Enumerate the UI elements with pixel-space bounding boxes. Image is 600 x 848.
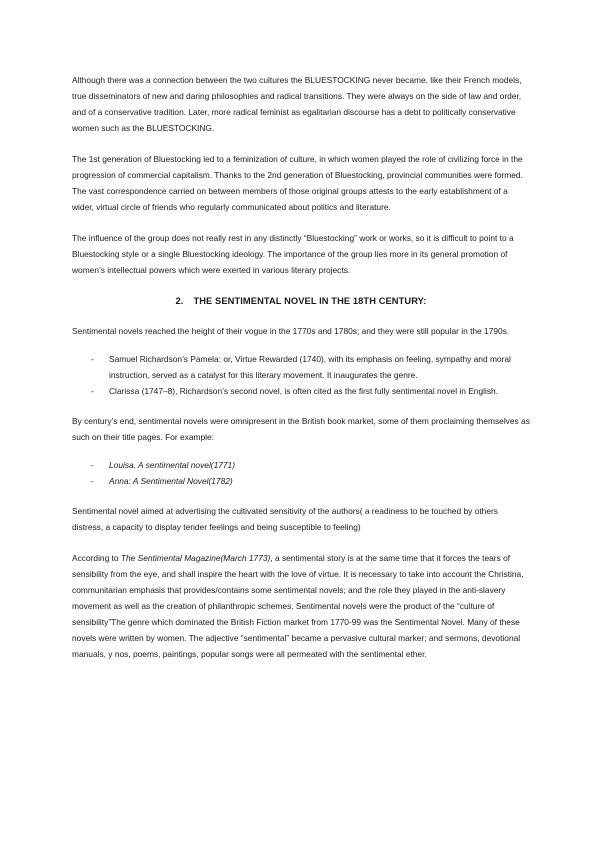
paragraph-rest: , a sentimental story is at the same time that it forces the tears of sensibility from the eye, and shall inspire the heart with the love of virtue. It is necessary to take into account the Christina, communitarian emphasis that provides/contains some sentimental novels; and the role they played in the anti-slavery movement as well as the creation of philanthropic schemes. Sentimental novels were the product of the “culture of sensibility”The genre which dominated the British Fiction market from 1770-99 was the Sentimental Novel. Many of these novels were written by women. The adjective “sentimental” became a pervasive cultural marker; and sermons, devotional manuals, y nos, poems, paintings, popular songs were all permeated with the sentimental ether.: [72, 553, 524, 659]
list-bullet: -: [91, 476, 94, 486]
paragraph-bluestocking-generations: The 1st generation of Bluestocking led to a feminization of culture, in which women played the role of civilizing force in the progression of commercial capitalism. Thanks to the 2nd generation of Bluestocking, provincial communities were formed. The vast correspondence carried on between members of those original groups attests to the early establishment of a wider, virtual circle of friends who regularly communicated about politics and literature.: [72, 154, 523, 212]
paragraph-lead: According to: [72, 553, 121, 563]
list-item: [72, 457, 530, 473]
list-item-text: Samuel Richardson’s Pamela: or, Virtue Rewarded (1740), with its emphasis on feeling, sympathy and moral instruction, served as a catalyst for this literary movement. It inaugurates the genre.: [109, 354, 511, 380]
section-number: 2.: [175, 296, 184, 306]
list-bullet: -: [91, 460, 94, 470]
paragraph-cultivated-sensitivity: Sentimental novel aimed at advertising the cultivated sensitivity of the authors( a readiness to be touched by others distress, a capacity to display tender feelings and being susceptible to feeling): [72, 506, 498, 532]
paragraph-bluestocking-influence: The influence of the group does not really rest in any distinctly “Bluestocking” work or works, so it is difficult to point to a Bluestocking style or a single Bluestocking ideology. The importance of the group lies more in its general promotion of women’s intellectual powers which were exerted in various literary projects.: [72, 233, 514, 275]
list-bullet: -: [91, 354, 94, 364]
paragraph-bluestocking-conservative: Although there was a connection between the two cultures the BLUESTOCKING never became, like their French models, true disseminators of new and daring philosophies and radical transitions. They were always on the side of law and order, and of a conservative tradition. Later, more radical feminist as egalitarian discourse has a debt to politically conservative women such as the BLUESTOCKING.: [72, 75, 522, 133]
list-bullet: -: [91, 386, 94, 396]
section-heading: [72, 293, 530, 309]
magazine-title: The Sentimental Magazine(March 1773): [120, 553, 271, 563]
list-item: [72, 473, 530, 489]
section-title: THE SENTIMENTAL NOVEL IN THE 18TH CENTURY:: [193, 296, 427, 306]
list-item-text: Louisa. A sentimental novel(1771): [109, 460, 236, 470]
list-item-text: Clarissa (1747–8), Richardson’s second novel, is often cited as the first fully sentimental novel in English.: [109, 386, 499, 396]
list-item: [72, 351, 530, 383]
paragraph-book-market: By century’s end, sentimental novels were omnipresent in the British book market, some of them proclaiming themselves as such on their title pages. For example:: [72, 416, 530, 442]
list-item: [72, 383, 530, 399]
richardson-list: [72, 351, 530, 399]
title-examples-list: [72, 457, 530, 489]
paragraph-sentimental-magazine: [72, 550, 530, 662]
paragraph-sentimental-vogue: Sentimental novels reached the height of their vogue in the 1770s and 1780s; and they were still popular in the 1790s.: [72, 326, 510, 336]
list-item-text: Anna: A Sentimental Novel(1782): [109, 476, 233, 486]
